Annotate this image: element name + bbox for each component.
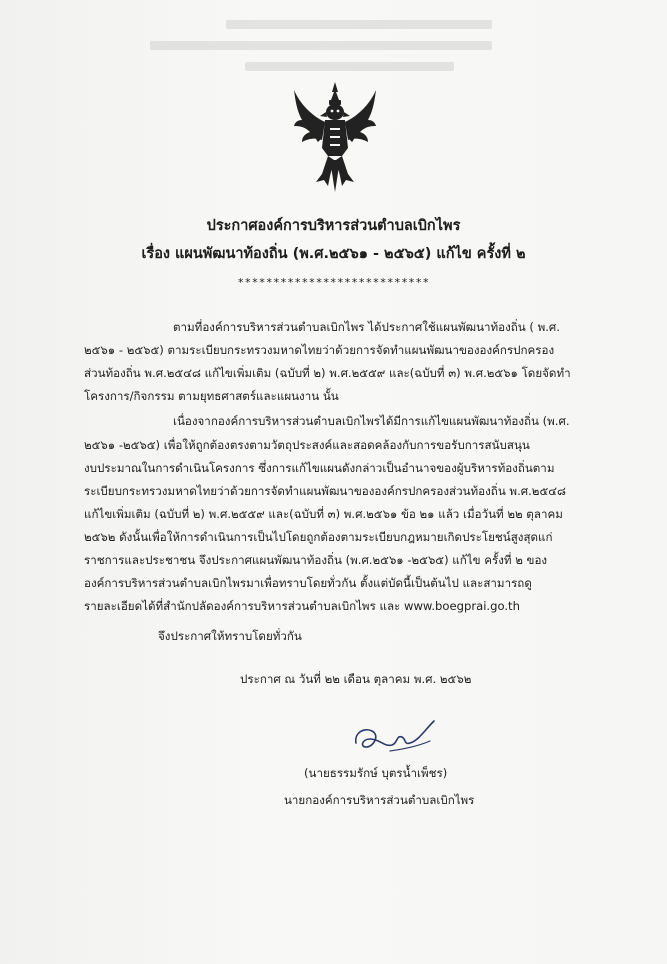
signer-title: นายกองค์การบริหารส่วนตำบลเบิกไพร	[284, 793, 475, 807]
paragraph2-line: เนื่องจากองค์การบริหารส่วนตำบลเบิกไพรได้มีการแก้ไขแผนพัฒนาท้องถิ่น (พ.ศ.	[173, 414, 570, 428]
paragraph2-line: ๒๕๖๒ ดังนั้นเพื่อให้การดำเนินการเป็นไปโดยถูกต้องตามระเบียบกฎหมายเกิดประโยชน์สูงสุดแก่	[84, 530, 553, 544]
paragraph2-line: ราชการและประชาชน จึงประกาศแผนพัฒนาท้องถิ่น (พ.ศ.๒๕๖๑ -๒๕๖๕) แก้ไข ครั้งที่ ๒ ของ	[84, 553, 548, 567]
paragraph2-line: รายละเอียดได้ที่สำนักปลัดองค์การบริหารส่วนตำบลเบิกไพร และ www.boegprai.go.th	[84, 599, 520, 613]
closing-statement: จึงประกาศให้ทราบโดยทั่วกัน	[158, 629, 302, 643]
paragraph2-line: ระเบียบกระทรวงมหาดไทยว่าด้วยการจัดทำแผนพัฒนาขององค์กรปกครองส่วนท้องถิ่น พ.ศ.๒๕๔๘	[84, 484, 566, 498]
bleed-through-text	[150, 8, 530, 83]
paragraph2-line: ๒๕๖๑ -๒๕๖๕) เพื่อให้ถูกต้องตรงตามวัตถุประสงค์และสอดคล้องกับการขอรับการสนับสนุน	[84, 438, 530, 452]
paragraph2-line: แก้ไขเพิ่มเติม (ฉบับที่ ๒) พ.ศ.๒๕๕๙ และ(ฉบับที่ ๓) พ.ศ.๒๕๖๑ ข้อ ๒๑ แล้ว เมื่อวันที่ ๒๒ ตุลาคม	[84, 507, 563, 521]
star-divider: ***************************	[237, 276, 430, 289]
paragraph1-line: ๒๕๖๑ - ๒๕๖๕) ตามระเบียบกระทรวงมหาดไทยว่าด้วยการจัดทำแผนพัฒนาขององค์กรปกครอง	[84, 343, 555, 357]
paragraph2-line: องค์การบริหารส่วนตำบลเบิกไพรมาเพื่อทราบโดยทั่วกัน ตั้งแต่บัดนี้เป็นต้นไป และสามารถดู	[84, 576, 532, 590]
paragraph2-line: งบประมาณในการดำเนินโครงการ ซึ่งการแก้ไขแผนดังกล่าวเป็นอำนาจของผู้บริหารท้องถิ่นตาม	[84, 461, 555, 475]
announcement-title: ประกาศองค์การบริหารส่วนตำบลเบิกไพร	[206, 218, 461, 234]
paragraph1-line: ส่วนท้องถิ่น พ.ศ.๒๕๔๘ แก้ไขเพิ่มเติม (ฉบับที่ ๒) พ.ศ.๒๕๕๙ และ(ฉบับที่ ๓) พ.ศ.๒๕๖๑ โดยจัดทำ	[84, 366, 571, 380]
paragraph1-line: โครงการ/กิจกรรม ตามยุทธศาสตร์และแผนงาน นั้น	[84, 389, 339, 403]
announcement-date: ประกาศ ณ วันที่ ๒๒ เดือน ตุลาคม พ.ศ. ๒๕๖๒	[240, 672, 472, 686]
signer-name: (นายธรรมรักษ์ บุตรน้ำเพ็ชร)	[304, 766, 448, 780]
handwritten-signature-icon	[350, 713, 440, 761]
announcement-subject: เรื่อง แผนพัฒนาท้องถิ่น (พ.ศ.๒๕๖๑ - ๒๕๖๕) แก้ไข ครั้งที่ ๒	[141, 246, 526, 262]
paragraph1-line: ตามที่องค์การบริหารส่วนตำบลเบิกไพร ได้ประกาศใช้แผนพัฒนาท้องถิ่น ( พ.ศ.	[173, 320, 560, 334]
garuda-emblem-icon	[292, 82, 378, 192]
